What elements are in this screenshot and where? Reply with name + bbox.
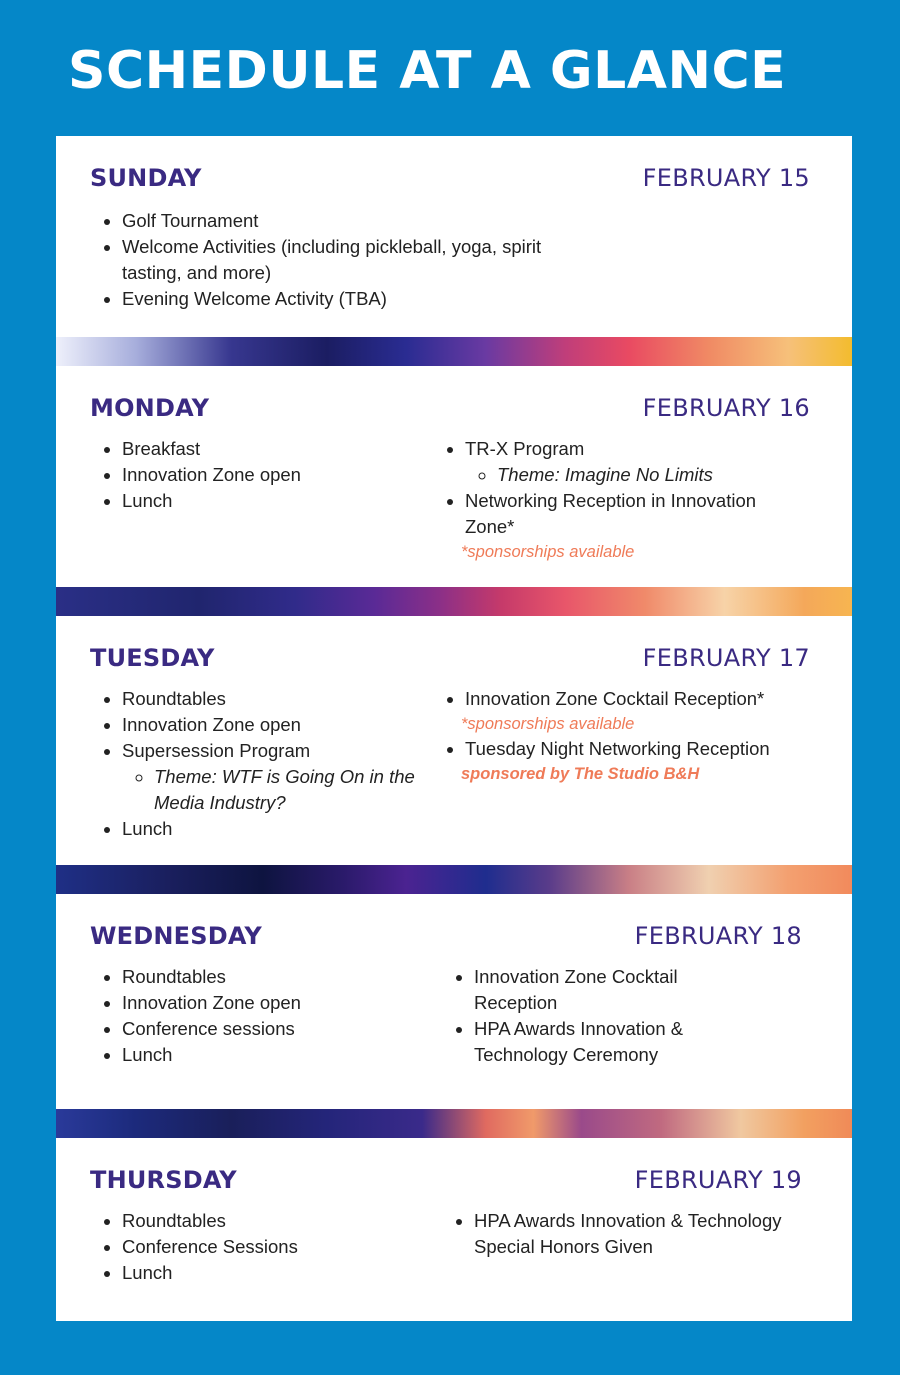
sub-list-item: ◦ Theme: Imagine No Limits [497, 462, 795, 488]
list-item: • Conference Sessions [122, 1234, 442, 1260]
decorative-band [56, 1109, 852, 1138]
theme-text: : WTF is Going On in the Media Industry? [154, 766, 415, 813]
list-item [461, 736, 845, 786]
list-item-label: Supersession Program [122, 740, 311, 761]
sponsorship-note: *sponsorships available [461, 715, 635, 733]
schedule-list-left [90, 436, 422, 514]
schedule-list-right [442, 964, 764, 1068]
list-item: • Lunch [122, 1042, 442, 1068]
list-item: • HPA Awards Innovation & Technology Special Honors Given [474, 1208, 804, 1260]
list-item: • Breakfast [122, 436, 422, 462]
list-item: • Innovation Zone open [122, 462, 422, 488]
date-label: FEBRUARY 19 [634, 1166, 802, 1194]
sub-list-item [154, 764, 452, 816]
day-heading: SUNDAY [90, 164, 202, 192]
date-label: FEBRUARY 15 [642, 164, 810, 192]
list-item: • Roundtables [122, 1208, 442, 1234]
list-item-label: TR-X Program [465, 438, 585, 459]
list-item-label: Tuesday Night Networking Reception [465, 738, 770, 759]
day-heading: TUESDAY [90, 644, 215, 672]
decorative-band [56, 865, 852, 894]
list-item: • Innovation Zone open [122, 712, 452, 738]
schedule-list-right [433, 436, 795, 564]
list-item: • Lunch [122, 1260, 442, 1286]
day-heading: MONDAY [90, 394, 210, 422]
list-item: • Lunch [122, 816, 452, 842]
list-item: • Welcome Activities (including pickleball, yoga, spirit tasting, and more) [122, 234, 602, 286]
list-item [465, 436, 795, 488]
list-item: • Innovation Zone open [122, 990, 442, 1016]
day-card-monday [56, 366, 852, 587]
day-heading: WEDNESDAY [90, 922, 262, 950]
sponsor-note: sponsored by The Studio B&H [461, 765, 700, 783]
sub-list [465, 462, 795, 488]
list-item-label: Networking Reception in Innovation Zone* [465, 490, 757, 537]
list-item [461, 488, 795, 564]
decorative-band [56, 337, 852, 366]
date-label: FEBRUARY 18 [634, 922, 802, 950]
page-title: SCHEDULE AT A GLANCE [68, 41, 787, 101]
day-card-wednesday [56, 894, 852, 1109]
day-card-thursday [56, 1138, 852, 1321]
date-label: FEBRUARY 17 [642, 644, 810, 672]
theme-label: Theme [154, 766, 212, 787]
day-card-sunday [56, 136, 852, 337]
list-item: • Golf Tournament [122, 208, 602, 234]
schedule-list-right [433, 686, 845, 786]
list-item: • HPA Awards Innovation & Technology Ceremony [474, 1016, 764, 1068]
list-item: • Lunch [122, 488, 422, 514]
list-item: • Conference sessions [122, 1016, 442, 1042]
list-item-label: Innovation Zone Cocktail Reception* [465, 688, 765, 709]
date-label: FEBRUARY 16 [642, 394, 810, 422]
schedule-list-left [90, 686, 452, 842]
list-item: • Innovation Zone Cocktail Reception [474, 964, 764, 1016]
list-item: • Evening Welcome Activity (TBA) [122, 286, 602, 312]
decorative-band [56, 587, 852, 616]
list-item [122, 738, 452, 816]
schedule-list-left [90, 1208, 442, 1286]
day-heading: THURSDAY [90, 1166, 237, 1194]
sub-list [122, 764, 452, 816]
schedule-list [90, 208, 602, 312]
sponsorship-note: *sponsorships available [461, 543, 635, 561]
day-card-tuesday [56, 616, 852, 865]
list-item [461, 686, 845, 736]
schedule-list-right [442, 1208, 804, 1260]
list-item: • Roundtables [122, 964, 442, 990]
list-item: • Roundtables [122, 686, 452, 712]
schedule-list-left [90, 964, 442, 1068]
